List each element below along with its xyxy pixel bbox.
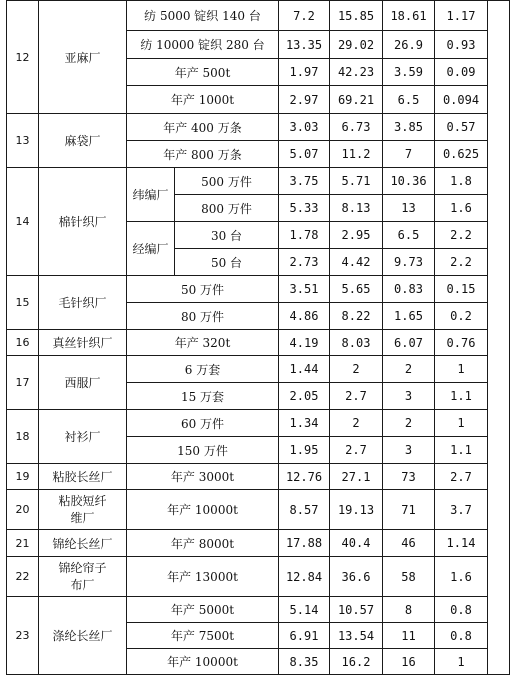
scale-cell: 年产 320t — [127, 330, 279, 356]
item-number: 15 — [7, 276, 39, 330]
item-number: 16 — [7, 330, 39, 356]
scale-cell: 年产 13000t — [127, 557, 279, 597]
value-cell: 42.23 — [330, 59, 383, 86]
value-cell: 8 — [383, 597, 435, 623]
value-cell: 0.93 — [435, 31, 488, 59]
value-cell: 2 — [383, 356, 435, 383]
value-cell: 1.6 — [435, 195, 488, 222]
value-cell: 9.73 — [383, 249, 435, 276]
table-row — [7, 1, 510, 31]
value-cell: 13 — [383, 195, 435, 222]
value-cell: 5.33 — [279, 195, 330, 222]
value-cell: 16 — [383, 649, 435, 675]
table-row — [7, 168, 510, 195]
value-cell: 0.83 — [383, 276, 435, 303]
value-cell: 3.85 — [383, 114, 435, 141]
factory-name: 锦纶长丝厂 — [39, 530, 127, 557]
value-cell: 2 — [330, 356, 383, 383]
table-row — [7, 356, 510, 383]
value-cell: 0.8 — [435, 597, 488, 623]
scale-cell: 30 台 — [175, 222, 279, 249]
factory-name — [39, 557, 127, 597]
factory-name: 粘胶长丝厂 — [39, 464, 127, 490]
item-number: 23 — [7, 597, 39, 675]
value-cell: 8.03 — [330, 330, 383, 356]
scale-cell: 纺 10000 锭织 280 台 — [127, 31, 279, 59]
table-row — [7, 557, 510, 597]
value-cell: 2.97 — [279, 86, 330, 114]
value-cell: 1.65 — [383, 303, 435, 330]
table-row — [7, 597, 510, 623]
factory-name: 西服厂 — [39, 356, 127, 410]
value-cell: 0.57 — [435, 114, 488, 141]
sub-factory: 经编厂 — [127, 222, 175, 276]
value-cell: 17.88 — [279, 530, 330, 557]
value-cell: 26.9 — [383, 31, 435, 59]
scale-cell: 80 万件 — [127, 303, 279, 330]
value-cell: 13.54 — [330, 623, 383, 649]
item-number: 22 — [7, 557, 39, 597]
value-cell: 1.1 — [435, 437, 488, 464]
value-cell: 12.84 — [279, 557, 330, 597]
value-cell: 11.2 — [330, 141, 383, 168]
value-cell: 10.57 — [330, 597, 383, 623]
item-number: 14 — [7, 168, 39, 276]
value-cell: 2.2 — [435, 249, 488, 276]
scale-cell: 年产 8000t — [127, 530, 279, 557]
value-cell: 40.4 — [330, 530, 383, 557]
value-cell: 2.7 — [330, 437, 383, 464]
value-cell: 5.65 — [330, 276, 383, 303]
table-row — [7, 490, 510, 530]
value-cell: 6.91 — [279, 623, 330, 649]
value-cell: 3.75 — [279, 168, 330, 195]
scale-cell: 6 万套 — [127, 356, 279, 383]
scale-cell: 150 万件 — [127, 437, 279, 464]
value-cell: 1 — [435, 649, 488, 675]
value-cell: 6.07 — [383, 330, 435, 356]
value-cell: 36.6 — [330, 557, 383, 597]
value-cell: 1.17 — [435, 1, 488, 31]
value-cell: 0.094 — [435, 86, 488, 114]
value-cell: 1.1 — [435, 383, 488, 410]
value-cell: 29.02 — [330, 31, 383, 59]
scale-cell: 年产 10000t — [127, 490, 279, 530]
value-cell: 4.42 — [330, 249, 383, 276]
value-cell: 3 — [383, 437, 435, 464]
factory-name: 亚麻厂 — [39, 1, 127, 114]
table-row — [7, 410, 510, 437]
value-cell: 3.51 — [279, 276, 330, 303]
value-cell: 0.8 — [435, 623, 488, 649]
value-cell: 6.5 — [383, 86, 435, 114]
factory-name-text: 粘胶短纤维厂 — [58, 493, 107, 525]
value-cell: 2.05 — [279, 383, 330, 410]
value-cell: 2 — [330, 410, 383, 437]
value-cell: 1.14 — [435, 530, 488, 557]
scale-cell: 50 万件 — [127, 276, 279, 303]
value-cell: 3 — [383, 383, 435, 410]
value-cell: 8.35 — [279, 649, 330, 675]
value-cell: 7 — [383, 141, 435, 168]
value-cell: 0.2 — [435, 303, 488, 330]
item-number: 20 — [7, 490, 39, 530]
value-cell: 1.44 — [279, 356, 330, 383]
value-cell: 27.1 — [330, 464, 383, 490]
value-cell: 10.36 — [383, 168, 435, 195]
factory-name-text: 锦纶帘子布厂 — [58, 560, 107, 592]
table-row — [7, 530, 510, 557]
scale-cell: 年产 800 万条 — [127, 141, 279, 168]
item-number: 12 — [7, 1, 39, 114]
value-cell: 69.21 — [330, 86, 383, 114]
value-cell: 11 — [383, 623, 435, 649]
value-cell: 3.7 — [435, 490, 488, 530]
value-cell: 18.61 — [383, 1, 435, 31]
value-cell: 2.7 — [330, 383, 383, 410]
factory-name: 涤纶长丝厂 — [39, 597, 127, 675]
factory-name: 衬衫厂 — [39, 410, 127, 464]
value-cell: 6.5 — [383, 222, 435, 249]
blank-column — [488, 1, 510, 675]
factory-name: 麻袋厂 — [39, 114, 127, 168]
value-cell: 16.2 — [330, 649, 383, 675]
value-cell: 3.03 — [279, 114, 330, 141]
factory-name: 真丝针织厂 — [39, 330, 127, 356]
value-cell: 8.22 — [330, 303, 383, 330]
value-cell: 1 — [435, 356, 488, 383]
scale-cell: 500 万件 — [175, 168, 279, 195]
value-cell: 5.14 — [279, 597, 330, 623]
item-number: 18 — [7, 410, 39, 464]
factory-name: 毛针织厂 — [39, 276, 127, 330]
value-cell: 12.76 — [279, 464, 330, 490]
table-row — [7, 276, 510, 303]
value-cell: 1.95 — [279, 437, 330, 464]
value-cell: 0.09 — [435, 59, 488, 86]
value-cell: 1.6 — [435, 557, 488, 597]
value-cell: 15.85 — [330, 1, 383, 31]
table-row — [7, 464, 510, 490]
scale-cell: 年产 500t — [127, 59, 279, 86]
value-cell: 46 — [383, 530, 435, 557]
value-cell: 1.34 — [279, 410, 330, 437]
value-cell: 6.73 — [330, 114, 383, 141]
value-cell: 0.625 — [435, 141, 488, 168]
scale-cell: 年产 400 万条 — [127, 114, 279, 141]
item-number: 21 — [7, 530, 39, 557]
value-cell: 8.57 — [279, 490, 330, 530]
scale-cell: 纺 5000 锭织 140 台 — [127, 1, 279, 31]
value-cell: 73 — [383, 464, 435, 490]
value-cell: 1 — [435, 410, 488, 437]
value-cell: 4.19 — [279, 330, 330, 356]
value-cell: 2.2 — [435, 222, 488, 249]
sub-factory: 纬编厂 — [127, 168, 175, 222]
scale-cell: 50 台 — [175, 249, 279, 276]
scale-cell: 年产 10000t — [127, 649, 279, 675]
value-cell: 2.95 — [330, 222, 383, 249]
value-cell: 1.8 — [435, 168, 488, 195]
value-cell: 1.78 — [279, 222, 330, 249]
scale-cell: 年产 3000t — [127, 464, 279, 490]
value-cell: 2.7 — [435, 464, 488, 490]
value-cell: 58 — [383, 557, 435, 597]
value-cell: 0.15 — [435, 276, 488, 303]
value-cell: 1.97 — [279, 59, 330, 86]
scale-cell: 年产 5000t — [127, 597, 279, 623]
value-cell: 5.07 — [279, 141, 330, 168]
factory-name: 棉针织厂 — [39, 168, 127, 276]
scale-cell: 15 万套 — [127, 383, 279, 410]
factory-name — [39, 490, 127, 530]
table-container — [6, 0, 510, 675]
value-cell: 0.76 — [435, 330, 488, 356]
table-row — [7, 330, 510, 356]
scale-cell: 60 万件 — [127, 410, 279, 437]
table-row — [7, 114, 510, 141]
value-cell: 8.13 — [330, 195, 383, 222]
item-number: 17 — [7, 356, 39, 410]
scale-cell: 年产 7500t — [127, 623, 279, 649]
value-cell: 3.59 — [383, 59, 435, 86]
value-cell: 5.71 — [330, 168, 383, 195]
item-number: 19 — [7, 464, 39, 490]
item-number: 13 — [7, 114, 39, 168]
value-cell: 13.35 — [279, 31, 330, 59]
data-table — [6, 0, 510, 675]
value-cell: 2.73 — [279, 249, 330, 276]
value-cell: 4.86 — [279, 303, 330, 330]
scale-cell: 800 万件 — [175, 195, 279, 222]
value-cell: 71 — [383, 490, 435, 530]
scale-cell: 年产 1000t — [127, 86, 279, 114]
value-cell: 19.13 — [330, 490, 383, 530]
value-cell: 2 — [383, 410, 435, 437]
value-cell: 7.2 — [279, 1, 330, 31]
